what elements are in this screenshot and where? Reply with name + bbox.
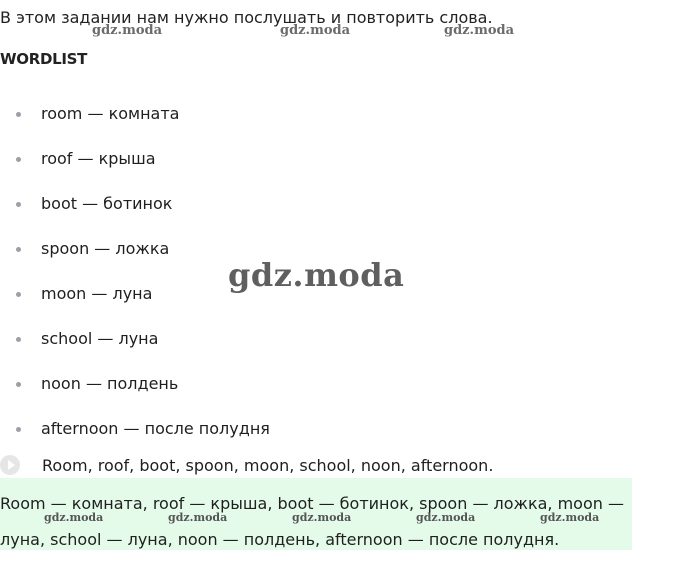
audio-player <box>0 452 493 478</box>
bullet-icon <box>16 157 21 162</box>
intro-text: В этом задании нам нужно послушать и повторить слова. <box>0 8 493 27</box>
bullet-icon <box>16 292 21 297</box>
watermark-text: gdz.moda <box>444 23 515 38</box>
list-item-text: noon — полдень <box>41 374 179 393</box>
bullet-icon <box>16 202 21 207</box>
list-item-text: spoon — ложка <box>41 239 170 258</box>
list-item-text: school — луна <box>41 329 159 348</box>
play-icon[interactable] <box>0 455 20 475</box>
bullet-icon <box>16 112 21 117</box>
watermark-text: gdz.moda <box>292 511 352 524</box>
list-item-text: afternoon — после полудня <box>41 419 270 438</box>
list-item-text: moon — луна <box>41 284 153 303</box>
list-item <box>0 325 270 370</box>
bullet-icon <box>16 382 21 387</box>
list-item <box>0 100 270 145</box>
watermark-large: gdz.moda <box>228 256 405 294</box>
bullet-icon <box>16 427 21 432</box>
watermark-text: gdz.moda <box>416 511 476 524</box>
watermark-text: gdz.moda <box>280 23 351 38</box>
watermark-text: gdz.moda <box>540 511 600 524</box>
answer-text: Room — комната, roof — крыша, boot — ботинок, spoon — ложка, moon — луна, school — луна, noon — полдень, afternoon — после полудня. <box>0 494 624 549</box>
wordlist-heading: WORDLIST <box>0 50 88 68</box>
bullet-icon <box>16 337 21 342</box>
watermark-text: gdz.moda <box>168 511 228 524</box>
list-item <box>0 190 270 235</box>
watermark-text: gdz.moda <box>44 511 104 524</box>
list-item-text: boot — ботинок <box>41 194 173 213</box>
list-item <box>0 370 270 415</box>
list-item <box>0 145 270 190</box>
watermark-text: gdz.moda <box>92 23 163 38</box>
list-item-text: roof — крыша <box>41 149 156 168</box>
list-item-text: room — комната <box>41 104 180 123</box>
bullet-icon <box>16 247 21 252</box>
audio-transcript: Room, roof, boot, spoon, moon, school, noon, afternoon. <box>42 455 494 475</box>
